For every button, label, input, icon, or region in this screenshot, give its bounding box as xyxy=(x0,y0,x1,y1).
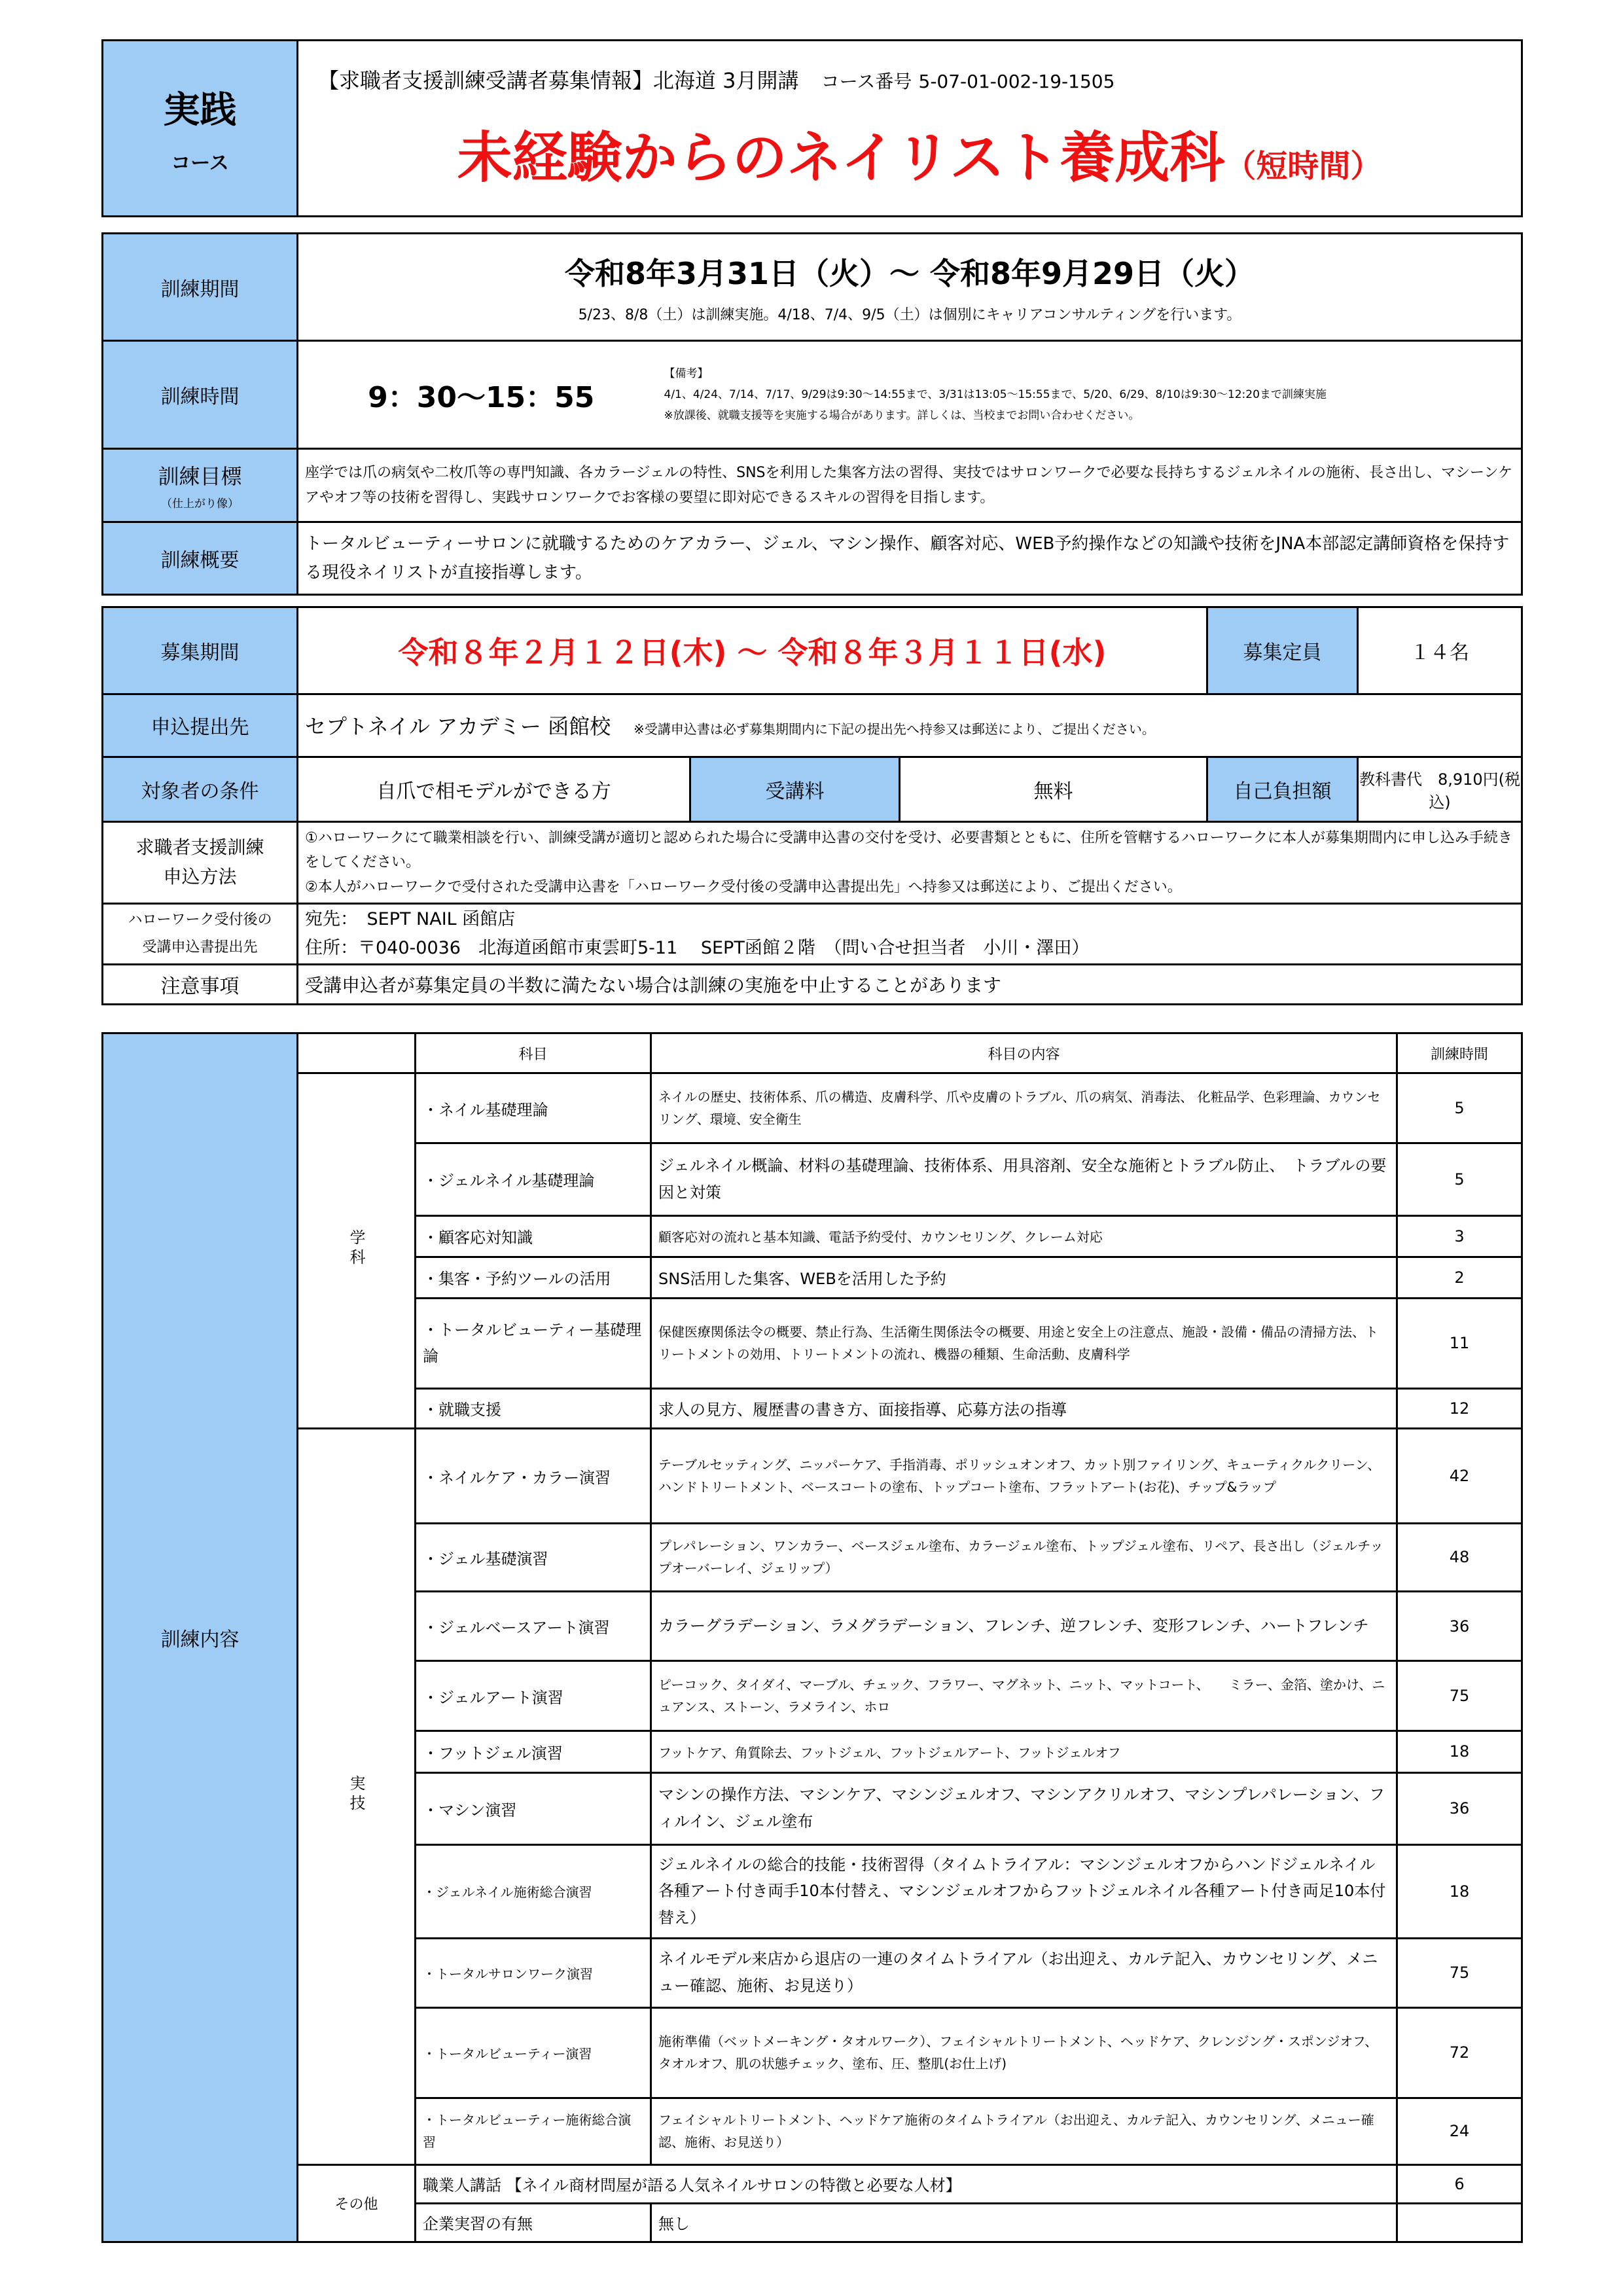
content: テーブルセッティング、ニッパーケア、手指消毒、ポリッシュオンオフ、カット別ファイリング、キューティクルクリーン、ハンドトリートメント、ベースコートの塗布、トップコート塗布、フラットアート(お花)、チップ&ラップ xyxy=(651,1429,1397,1524)
hours: 3 xyxy=(1397,1215,1522,1257)
hours: 36 xyxy=(1397,1772,1522,1844)
course-type-cell xyxy=(103,41,298,217)
capacity-value: １４名 xyxy=(1358,607,1522,694)
subject: ・トータルビューティー基礎理論 xyxy=(416,1299,651,1389)
subject: ・ネイルケア・カラー演習 xyxy=(416,1429,651,1524)
hours: 5 xyxy=(1397,1143,1522,1215)
subject: ・マシン演習 xyxy=(416,1772,651,1844)
period-cell xyxy=(298,234,1522,341)
hours: 11 xyxy=(1397,1299,1522,1389)
content: ネイルモデル来店から退店の一連のタイムトライアル（お出迎え、カルテ記入、カウンセリング、メニュー確認、施術、お見送り） xyxy=(651,1938,1397,2007)
apply-value: セプトネイル アカデミー 函館校 xyxy=(305,714,611,740)
other-intern-hours-blank xyxy=(1397,2203,1522,2242)
hours: 48 xyxy=(1397,1523,1522,1591)
recruit-period-label: 募集期間 xyxy=(103,607,298,694)
goal-label-cell xyxy=(103,449,298,522)
subject: ・フットジェル演習 xyxy=(416,1731,651,1772)
fee-label: 受講料 xyxy=(690,757,900,821)
hours: 75 xyxy=(1397,1938,1522,2007)
goal-sub: （仕上がり像） xyxy=(161,497,239,511)
curriculum-head-blank xyxy=(298,1033,416,1073)
subject: ・顧客応対知識 xyxy=(416,1215,651,1257)
method-label-cell xyxy=(103,821,298,903)
content: フットケア、角質除去、フットジェル、フットジェルアート、フットジェルオフ xyxy=(651,1731,1397,1772)
hours-value: 9：30～15：55 xyxy=(298,341,664,449)
period-value: 令和8年3月31日（火）～ 令和8年9月29日（火） xyxy=(564,256,1255,291)
hours-note-title: 【備考】 xyxy=(664,367,709,380)
training-table xyxy=(101,232,1523,596)
hw-address: 住所：〒040-0036 北海道函館市東雲町5-11 SEPT函館２階 （問い合せ担当者 小川・澤田） xyxy=(305,938,1090,959)
head-content: 科目の内容 xyxy=(651,1033,1397,1073)
subject: ・ジェルアート演習 xyxy=(416,1661,651,1731)
apply-note: ※受講申込書は必ず募集期間内に下記の提出先へ持参又は郵送により、ご提出ください。 xyxy=(633,721,1155,738)
target-value: 自爪で相モデルができる方 xyxy=(298,757,690,821)
subject: ・トータルサロンワーク演習 xyxy=(416,1938,651,2007)
hours: 12 xyxy=(1397,1388,1522,1428)
recruit-table xyxy=(101,606,1523,1005)
hours-note-cell xyxy=(664,341,1522,449)
apply-cell xyxy=(298,694,1522,757)
caution-value: 受講申込者が募集定員の半数に満たない場合は訓練の実施を中止することがあります xyxy=(298,965,1522,1005)
info-line: 【求職者支援訓練受講者募集情報】北海道 3月開講 xyxy=(318,67,799,93)
content: 施術準備（ベットメーキング・タオルワーク）、フェイシャルトリートメント、ヘッドケア、クレンジング・スポンジオフ、タオルオフ、肌の状態チェック、塗布、圧、整肌(お仕上げ) xyxy=(651,2007,1397,2098)
hours: 18 xyxy=(1397,1731,1522,1772)
other-lecture-hours: 6 xyxy=(1397,2164,1522,2203)
subject: ・ジェルネイル基礎理論 xyxy=(416,1143,651,1215)
course-number-label: コース番号 xyxy=(821,70,912,92)
hw-to: 宛先： SEPT NAIL 函館店 xyxy=(305,908,516,929)
course-type-sub: コース xyxy=(171,152,229,175)
hours: 72 xyxy=(1397,2007,1522,2098)
subject: ・ジェルネイル施術総合演習 xyxy=(416,1844,651,1938)
hours: 36 xyxy=(1397,1592,1522,1661)
method-label-2: 申込方法 xyxy=(163,865,237,888)
recruit-period-value: 令和８年２月１２日(木) ～ 令和８年３月１１日(水) xyxy=(298,607,1207,694)
other-intern-label: 企業実習の有無 xyxy=(416,2203,651,2242)
group-practice: 実技 xyxy=(347,1774,365,1814)
other-lecture: 職業人講話 【ネイル商材問屋が語る人気ネイルサロンの特徴と必要な人材】 xyxy=(416,2164,1397,2203)
hw-cell xyxy=(298,904,1522,965)
overview-label: 訓練概要 xyxy=(103,522,298,595)
method-cell xyxy=(298,821,1522,903)
period-note: 5/23、8/8（土）は訓練実施。4/18、7/4、9/5（土）は個別にキャリアコンサルティングを行います。 xyxy=(578,307,1241,323)
goal-label: 訓練目標 xyxy=(158,464,242,489)
subject: ・ジェルベースアート演習 xyxy=(416,1592,651,1661)
hw-label-2: 受講申込書提出先 xyxy=(142,939,258,956)
group-practice-cell xyxy=(298,1429,416,2164)
hours: 42 xyxy=(1397,1429,1522,1524)
subject: ・トータルビューティー演習 xyxy=(416,2007,651,2098)
hours-note-1: 4/1、4/24、7/14、7/17、9/29は9:30～14:55まで、3/31は13:05～15:55まで、5/20、6/29、8/10は9:30～12:20まで訓練実施 xyxy=(664,387,1327,401)
group-other-cell xyxy=(298,2164,416,2242)
course-title: 未経験からのネイリスト養成科 xyxy=(457,125,1225,190)
content: マシンの操作方法、マシンケア、マシンジェルオフ、マシンアクリルオフ、マシンプレパレーション、フィルイン、ジェル塗布 xyxy=(651,1772,1397,1844)
head-subject: 科目 xyxy=(416,1033,651,1073)
content: ジェルネイル概論、材料の基礎理論、技術体系、用具溶剤、安全な施術とトラブル防止、 トラブルの要因と対策 xyxy=(651,1143,1397,1215)
goal-text: 座学では爪の病気や二枚爪等の専門知識、各カラージェルの特性、SNSを利用した集客方法の習得、実技ではサロンワークで必要な長持ちするジェルネイルの施術、長さ出し、マシーンケアやオフ等の技術を習得し、実践サロンワークでお客様の要望に即対応できるスキルの習得を目指します。 xyxy=(298,449,1522,522)
content: ジェルネイルの総合的技能・技術習得（タイムトライアル：マシンジェルオフからハンドジェルネイル各種アート付き両手10本付替え、マシンジェルオフからフットジェルネイル各種アート付き両足10本付替え） xyxy=(651,1844,1397,1938)
self-pay-label: 自己負担額 xyxy=(1207,757,1358,821)
course-title-suffix: （短時間） xyxy=(1224,147,1382,185)
content: 保健医療関係法令の概要、禁止行為、生活衛生関係法令の概要、用途と安全上の注意点、施設・設備・備品の清掃方法、トリートメントの効用、トリートメントの流れ、機器の種類、生命活動、皮膚科学 xyxy=(651,1299,1397,1389)
subject: ・就職支援 xyxy=(416,1388,651,1428)
content: ピーコック、タイダイ、マーブル、チェック、フラワー、マグネット、ニット、マットコート、 ミラー、金箔、塗かけ、ニュアンス、ストーン、ラメライン、ホロ xyxy=(651,1661,1397,1731)
hours: 2 xyxy=(1397,1257,1522,1298)
fee-value: 無料 xyxy=(900,757,1207,821)
period-label: 訓練期間 xyxy=(103,234,298,341)
subject: ・ネイル基礎理論 xyxy=(416,1073,651,1143)
hours: 5 xyxy=(1397,1073,1522,1143)
hw-label-cell xyxy=(103,904,298,965)
hours: 24 xyxy=(1397,2098,1522,2164)
hours: 75 xyxy=(1397,1661,1522,1731)
caution-label: 注意事項 xyxy=(103,965,298,1005)
subject: ・集客・予約ツールの活用 xyxy=(416,1257,651,1298)
subject: ・トータルビューティー施術総合演習 xyxy=(416,2098,651,2164)
course-type: 実践 xyxy=(163,89,237,132)
capacity-label: 募集定員 xyxy=(1207,607,1358,694)
curriculum-table xyxy=(101,1032,1523,2243)
curriculum-label: 訓練内容 xyxy=(103,1033,298,2242)
content: プレパレーション、ワンカラー、ベースジェル塗布、カラージェル塗布、トップジェル塗布、リペア、長さ出し（ジェルチップオーバーレイ、ジェリップ） xyxy=(651,1523,1397,1591)
method-label-1: 求職者支援訓練 xyxy=(135,836,264,859)
content: ネイルの歴史、技術体系、爪の構造、皮膚科学、爪や皮膚のトラブル、爪の病気、消毒法、 化粧品学、色彩理論、カウンセリング、環境、安全衛生 xyxy=(651,1073,1397,1143)
content: カラーグラデーション、ラメグラデーション、フレンチ、逆フレンチ、変形フレンチ、ハートフレンチ xyxy=(651,1592,1397,1661)
content: 顧客応対の流れと基本知識、電話予約受付、カウンセリング、クレーム対応 xyxy=(651,1215,1397,1257)
group-theory: 学科 xyxy=(347,1229,365,1269)
overview-text: トータルビューティーサロンに就職するためのケアカラー、ジェル、マシン操作、顧客対応、WEB予約操作などの知識や技術をJNA本部認定講師資格を保持する現役ネイリストが直接指導します。 xyxy=(298,522,1522,595)
group-other: その他 xyxy=(334,2196,378,2213)
hours-note-2: ※放課後、就職支援等を実施する場合があります。詳しくは、当校までお問い合わせください。 xyxy=(664,409,1140,423)
other-intern-value: 無し xyxy=(651,2203,1397,2242)
course-number: 5-07-01-002-19-1505 xyxy=(918,70,1115,92)
method-1: ①ハローワークにて職業相談を行い、訓練受講が適切と認められた場合に受講申込書の交付を受け、必要書類とともに、住所を管轄するハローワークに本人が募集期間内に申し込み手続きをしてください。 xyxy=(305,829,1512,871)
content: フェイシャルトリートメント、ヘッドケア施術のタイムトライアル（お出迎え、カルテ記入、カウンセリング、メニュー確認、施術、お見送り） xyxy=(651,2098,1397,2164)
header-table xyxy=(101,39,1523,217)
content: 求人の見方、履歴書の書き方、面接指導、応募方法の指導 xyxy=(651,1388,1397,1428)
hours: 18 xyxy=(1397,1844,1522,1938)
target-label: 対象者の条件 xyxy=(103,757,298,821)
head-hours: 訓練時間 xyxy=(1397,1033,1522,1073)
self-pay-value: 教科書代 8,910円(税込) xyxy=(1358,757,1522,821)
hours-label: 訓練時間 xyxy=(103,341,298,449)
course-title-cell xyxy=(298,41,1522,217)
group-theory-cell xyxy=(298,1073,416,1429)
subject: ・ジェル基礎演習 xyxy=(416,1523,651,1591)
hw-label-1: ハローワーク受付後の xyxy=(128,912,272,929)
content: SNS活用した集客、WEBを活用した予約 xyxy=(651,1257,1397,1298)
method-2: ②本人がハローワークで受付された受講申込書を「ハローワーク受付後の受講申込書提出先」へ持参又は郵送により、ご提出ください。 xyxy=(305,878,1182,895)
apply-label: 申込提出先 xyxy=(103,694,298,757)
